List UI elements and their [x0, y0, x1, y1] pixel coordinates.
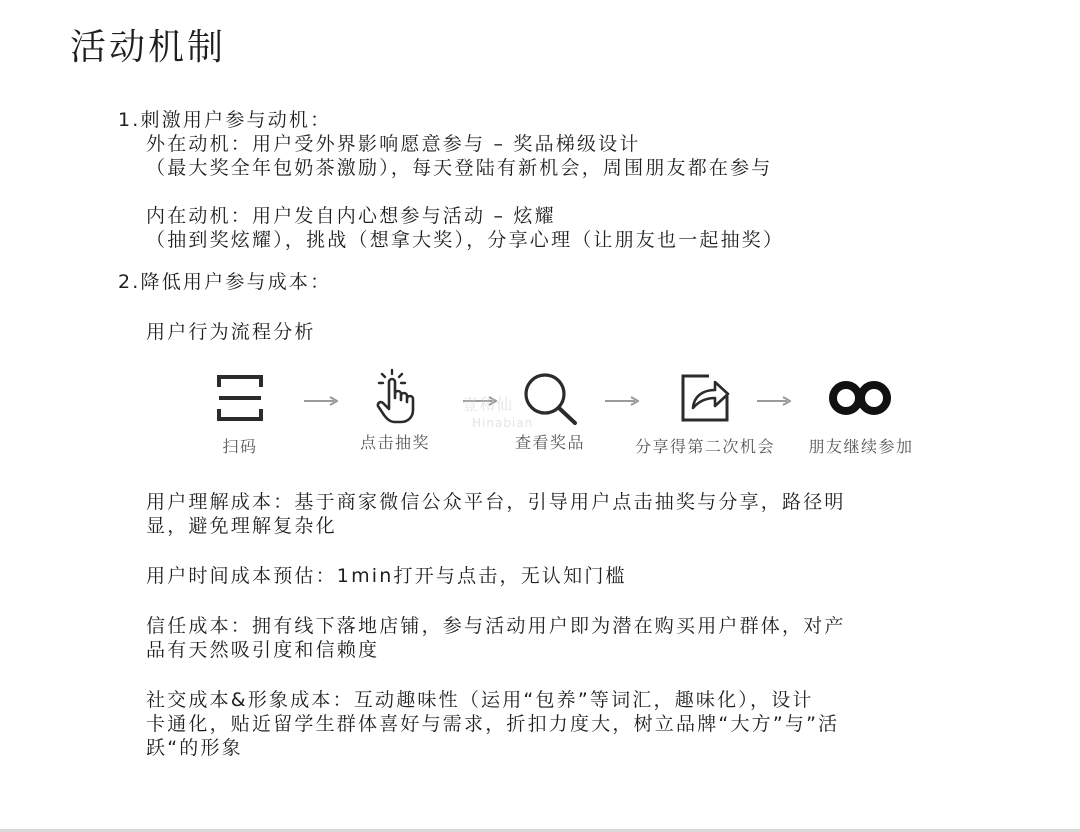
watermark-en: Hinabian: [472, 416, 534, 430]
extrinsic-motivation-line2: （最大奖全年包奶茶激励），每天登陆有新机会，周围朋友都在参与: [146, 157, 773, 179]
share-icon: [679, 372, 731, 424]
flow-step-share: [625, 372, 785, 457]
flow-step-scan: [190, 372, 290, 457]
intrinsic-motivation-line2: （抽到奖炫耀），挑战（想拿大奖），分享心理（让朋友也一起抽奖）: [146, 229, 785, 251]
flow-step-label: 朋友继续参加: [808, 437, 914, 456]
scan-icon: [214, 372, 266, 424]
time-cost: 用户时间成本预估：1min打开与点击，无认知门槛: [146, 565, 627, 587]
social-cost-line2: 卡通化，贴近留学生群体喜好与需求，折扣力度大，树立品牌“大方”与”活: [146, 713, 840, 735]
extrinsic-motivation-line1: 外在动机：用户受外界影响愿意参与 – 奖品梯级设计: [146, 133, 641, 155]
flow-step-label: 点击抽奖: [359, 433, 430, 452]
flow-step-label: 扫码: [222, 437, 258, 456]
flow-step-label: 查看奖品: [514, 433, 585, 452]
flow-arrow-icon: [757, 396, 791, 406]
section2-heading: 2.降低用户参与成本：: [118, 271, 332, 293]
social-cost-line1: 社交成本&形象成本：互动趣味性（运用“包养”等词汇，趣味化），设计: [146, 689, 814, 711]
tap-hand-icon: [369, 368, 421, 424]
user-flow-diagram: [200, 368, 940, 468]
social-cost-line3: 跃“的形象: [146, 737, 243, 759]
understanding-cost-line1: 用户理解成本：基于商家微信公众平台，引导用户点击抽奖与分享，路径明: [146, 491, 846, 513]
trust-cost-line1: 信任成本：拥有线下落地店铺，参与活动用户即为潜在购买用户群体，对产: [146, 615, 846, 637]
section1-heading: 1.刺激用户参与动机：: [118, 109, 332, 131]
understanding-cost-line2: 显，避免理解复杂化: [146, 515, 337, 537]
flow-title: 用户行为流程分析: [146, 321, 316, 343]
flow-arrow-icon: [304, 396, 338, 406]
intrinsic-motivation-line1: 内在动机：用户发自内心想参与活动 – 炫耀: [146, 205, 556, 227]
trust-cost-line2: 品有天然吸引度和信赖度: [146, 639, 380, 661]
watermark: [462, 396, 533, 432]
flow-step-tap: [340, 368, 450, 453]
watermark-cn: 壹和仙: [462, 395, 514, 414]
page-title: 活动机制: [70, 27, 227, 68]
infinity-icon: [826, 372, 896, 424]
flow-step-label: 分享得第二次机会: [634, 437, 775, 456]
flow-step-friends-continue: [800, 372, 922, 457]
